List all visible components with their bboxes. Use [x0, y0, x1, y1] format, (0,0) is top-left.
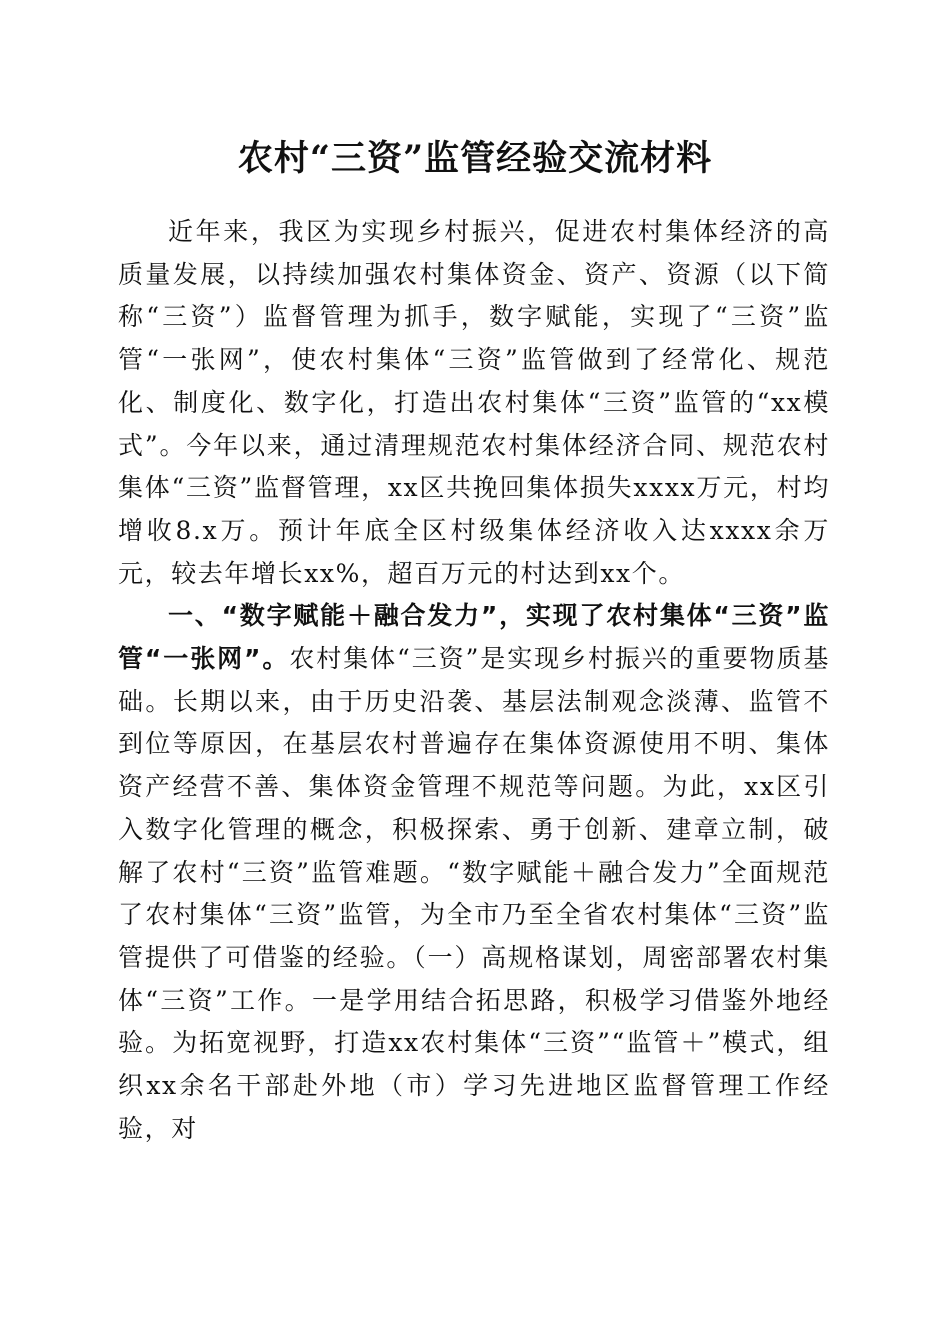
intro-paragraph: 近年来，我区为实现乡村振兴，促进农村集体经济的高质量发展，以持续加强农村集体资金、资产、资源（以下简称“三资”）监督管理为抓手，数字赋能，实现了“三资”监管“一张网”，使农村集体“三资”监管做到了经常化、规范化、制度化、数字化，打造出农村集体“三资”监管的“xx模式”。今年以来，通过清理规范农村集体经济合同、规范农村集体“三资”监督管理，xx区共挽回集体损失xxxx万元，村均增收8.x万。预计年底全区村级集体经济收入达xxxx余万元，较去年增长xx%，超百万元的村达到xx个。 — [118, 217, 830, 588]
document-body — [118, 211, 830, 1150]
section-1-paragraph — [118, 595, 830, 1150]
document-title: 农村“三资”监管经验交流材料 — [237, 138, 713, 179]
section-1-body: 农村集体“三资”是实现乡村振兴的重要物质基础。长期以来，由于历史沿袭、基层法制观念淡薄、监管不到位等原因，在基层农村普遍存在集体资源使用不明、集体资产经营不善、集体资金管理不规范等问题。为此，xx区引入数字化管理的概念，积极探索、勇于创新、建章立制，破解了农村“三资”监管难题。“数字赋能＋融合发力”全面规范了农村集体“三资”监管，为全市乃至全省农村集体“三资”监管提供了可借鉴的经验。（一）高规格谋划，周密部署农村集体“三资”工作。一是学用结合拓思路，积极学习借鉴外地经验。为拓宽视野，打造xx农村集体“三资”“监管＋”模式，组织xx余名干部赴外地（市）学习先进地区监督管理工作经验，对 — [118, 644, 830, 1143]
section-1-heading: 一、“数字赋能＋融合发力”，实现了农村集体“三资”监管“一张网”。 — [118, 601, 830, 674]
